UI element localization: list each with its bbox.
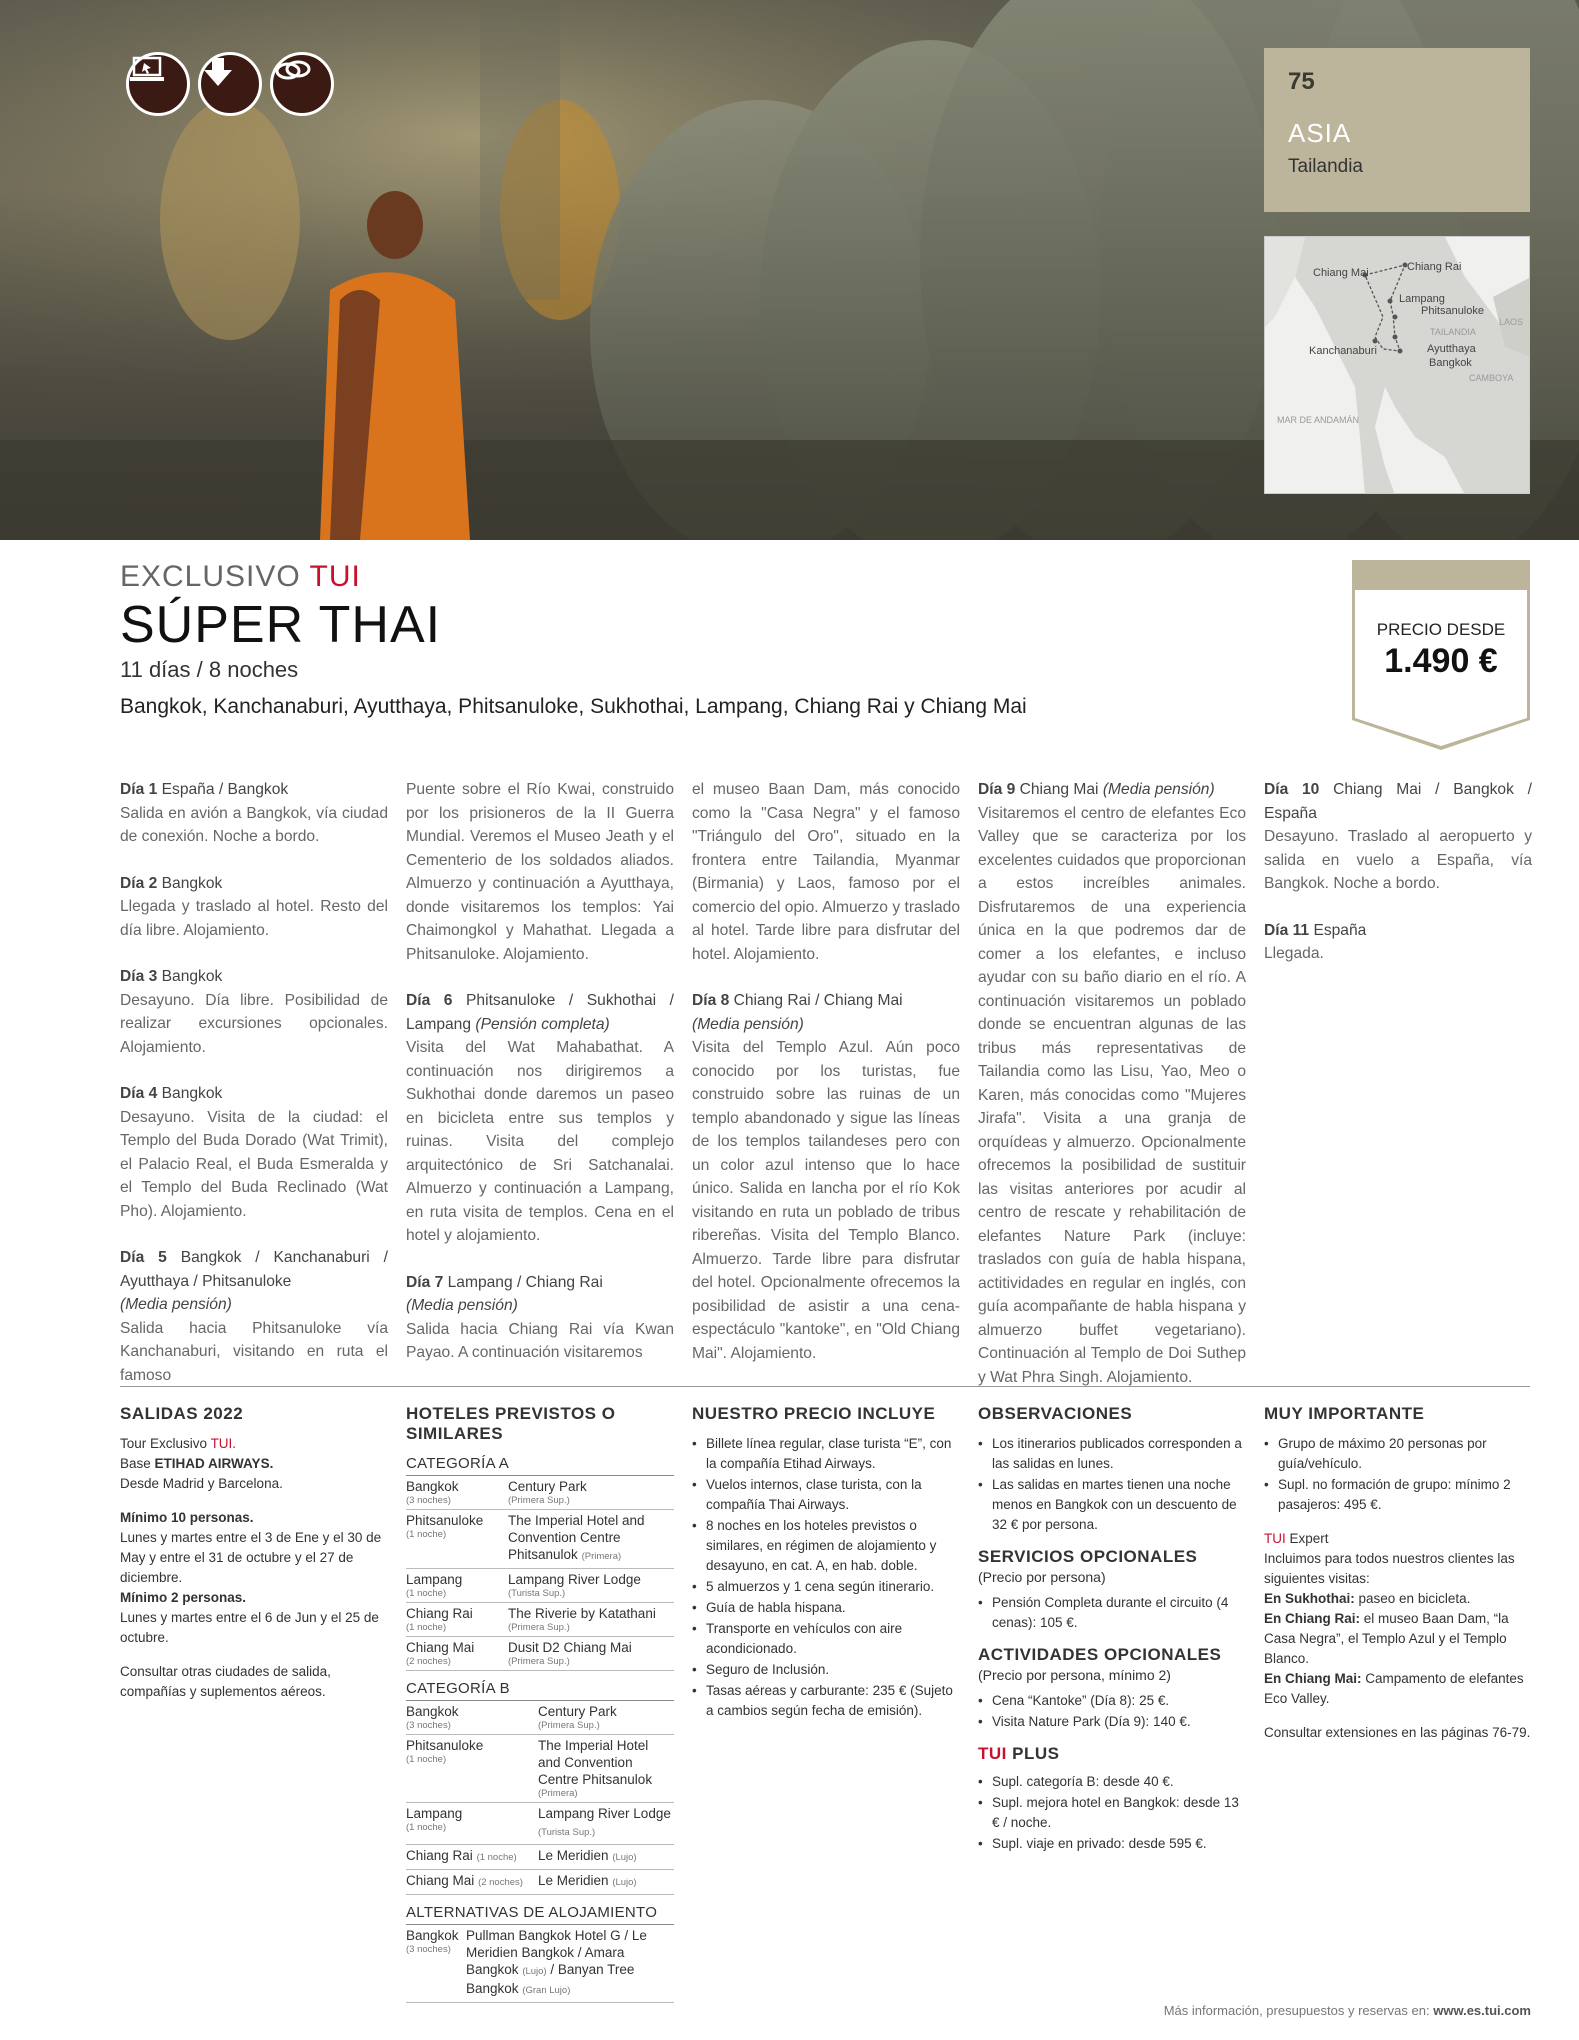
day-8 <box>692 989 960 1365</box>
day-1 <box>120 778 388 849</box>
continent-label: ASIA <box>1288 118 1352 148</box>
observaciones-title: OBSERVACIONES <box>978 1404 1133 1423</box>
day-number: Día 7 <box>406 1273 444 1291</box>
salidas-line3: Desde Madrid y Barcelona. <box>120 1476 283 1491</box>
salidas-min2: Mínimo 2 personas. <box>120 1590 247 1605</box>
expert-item-text: Campamento de elefantes Eco Valley. <box>1264 1671 1524 1706</box>
salidas-title: SALIDAS 2022 <box>120 1404 244 1423</box>
servicios-list <box>978 1593 1246 1633</box>
day-meal: (Media pensión) <box>406 1297 518 1314</box>
hotel-category: (Primera) <box>538 1788 578 1799</box>
tui-expert-title <box>1264 1529 1532 1549</box>
hotel-name: Dusit D2 Chiang Mai <box>508 1640 632 1655</box>
price-label-a: PRECIO <box>1376 620 1442 639</box>
list-item: • 8 noches en los hoteles previstos o similares, en régimen de alojamiento y desayuno, en cat. A, en hab. doble. <box>692 1516 960 1576</box>
salidas-other: Consultar otras ciudades de salida, compañías y suplementos aéreos. <box>120 1664 331 1699</box>
incluye-title: NUESTRO PRECIO INCLUYE <box>692 1404 936 1423</box>
hotel-nights: (1 noche) <box>406 1622 447 1633</box>
expert-item-text: el museo Baan Dam, “la Casa Negra”, el Templo Azul y el Templo Blanco. <box>1264 1611 1509 1666</box>
day-text: Salida en avión a Bangkok, vía ciudad de conexión. Noche a bordo. <box>120 804 388 845</box>
tui-plus-list <box>978 1772 1246 1854</box>
hoteles-title: HOTELES PREVISTOS O SIMILARES <box>406 1404 616 1443</box>
day-text: Desayuno. Visita de la ciudad: el Templo del Buda Dorado (Wat Trimit), el Palacio Real, el Buda Esmeralda y el Templo del Buda Reclinado (Wat Pho). Alojamiento. <box>120 1108 388 1220</box>
salidas-min2-text: Lunes y martes entre el 6 de Jun y el 25 de octubre. <box>120 1610 379 1645</box>
day-7 <box>406 1271 674 1365</box>
hotel-row <box>406 1925 674 2003</box>
hotel-category: (Lujo) <box>612 1877 637 1888</box>
itinerary-column-5 <box>1264 778 1532 989</box>
hotel-nights: (2 noches) <box>406 1656 451 1667</box>
day-location: Bangkok / Kanchanaburi / Ayutthaya / Phitsanuloke <box>120 1249 388 1290</box>
hotel-name: Lampang River Lodge <box>508 1572 641 1587</box>
day-text: Salida hacia Phitsanuloke vía Kanchanaburi, visitando en ruta el famoso <box>120 1319 388 1384</box>
tui-plus-title <box>978 1744 1246 1764</box>
category-a-title: CATEGORÍA A <box>406 1454 674 1476</box>
hotel-name: The Imperial Hotel and Convention Centre Phitsanulok <box>508 1513 645 1562</box>
hotel-city: Chiang Rai <box>406 1848 473 1863</box>
hotel-nights: (2 noches) <box>478 1877 523 1888</box>
day-meal: (Media pensión) <box>692 1015 804 1033</box>
observaciones-list <box>978 1434 1246 1535</box>
page-number: 75 <box>1288 68 1315 95</box>
day-meal: (Media pensión) <box>1102 781 1215 798</box>
day-location: Chiang Mai <box>1019 781 1099 798</box>
hotel-name: Le Meridien <box>538 1848 609 1863</box>
list-item: • Billete línea regular, clase turista “E”, con la compañía Etihad Airways. <box>692 1434 960 1474</box>
incluye-block <box>692 1404 960 1722</box>
salidas-airline: ETIHAD AIRWAYS. <box>154 1456 274 1471</box>
day-10 <box>1264 778 1532 896</box>
hoteles-block <box>406 1404 674 2003</box>
map-label-lampang: Lampang <box>1399 293 1445 305</box>
price-label <box>1352 620 1530 640</box>
day-number: Día 8 <box>692 992 730 1009</box>
tui-plus-word: PLUS <box>1012 1744 1060 1763</box>
hotel-nights: (1 noche) <box>406 1822 447 1833</box>
list-item: • Supl. no formación de grupo: mínimo 2 pasajeros: 495 €. <box>1264 1475 1532 1515</box>
hotel-name: The Imperial Hotel and Convention Centre Phitsanulok <box>538 1738 653 1787</box>
salidas-line1-a: Tour Exclusivo <box>120 1436 208 1451</box>
hotel-name: / Banyan Tree Bangkok <box>466 1962 635 1996</box>
day-text: Visita del Templo Azul. Aún poco conocido por los turistas, fue construido sobre las ruinas de un templo abandonado y sigue las líneas de los templos tailandeses pero con un color azul intenso que lo hace único. Salida en lancha por el río Kok visitando en ruta un poblado de tribus ribereñas. Visita del Templo Blanco. Almuerzo. Tarde libre para disfrutar del hotel. Opcionalmente ofrecemos la posibilidad de asistir a una cena-espectáculo "kantoke", en "Old Chiang Mai". Alojamiento. <box>692 1039 960 1362</box>
day-location: Bangkok <box>161 874 223 892</box>
hotel-city: Lampang <box>406 1806 463 1821</box>
hotel-row <box>406 1735 674 1803</box>
day-2 <box>120 872 388 943</box>
salidas-line1 <box>120 1434 388 1454</box>
actividades-subtitle: (Precio por persona, mínimo 2) <box>978 1667 1171 1683</box>
day-4 <box>120 1082 388 1223</box>
salidas-line2-a: Base <box>120 1456 151 1471</box>
map-label-ayutthaya: Ayutthaya <box>1427 343 1476 355</box>
kicker-brand: TUI <box>309 560 361 593</box>
hotel-nights: (1 noche) <box>406 1529 447 1540</box>
day-number: Día 3 <box>120 968 158 985</box>
day-number: Día 4 <box>120 1085 158 1102</box>
day-text: Puente sobre el Río Kwai, construido por los prisioneros de la II Guerra Mundial. Veremos el Museo Jeath y el Cementerio de los soldados aliados. Almuerzo y continuación a Ayutthaya, donde visitaremos los templos: Yai Chaimongkol y Mahathat. Llegada a Phitsanuloke. Alojamiento. <box>406 781 674 963</box>
map-label-phitsanuloke: Phitsanuloke <box>1421 305 1484 317</box>
hotel-city: Bangkok <box>406 1928 459 1943</box>
hotel-category: (Primera Sup.) <box>538 1720 600 1731</box>
list-item: • Transporte en vehículos con aire acondicionado. <box>692 1619 960 1659</box>
expert-item-place: En Sukhothai: <box>1264 1591 1355 1606</box>
hotel-category: (Primera Sup.) <box>508 1495 570 1506</box>
day-5-continued <box>406 778 674 966</box>
hotel-nights: (3 noches) <box>406 1944 451 1955</box>
hotel-category: (Lujo) <box>612 1852 637 1863</box>
hotel-city: Chiang Mai <box>406 1873 475 1888</box>
hotel-category: (Turista Sup.) <box>508 1588 566 1599</box>
day-3 <box>120 965 388 1059</box>
alternatives-title: ALTERNATIVAS DE ALOJAMIENTO <box>406 1903 674 1925</box>
tui-expert-word: Expert <box>1289 1531 1329 1546</box>
kicker <box>120 560 361 594</box>
day-number: Día 9 <box>978 781 1016 798</box>
salidas-line2 <box>120 1454 388 1474</box>
hotel-name: Le Meridien <box>538 1873 609 1888</box>
section-divider <box>120 1386 1530 1387</box>
hotel-row <box>406 1569 674 1603</box>
hotel-nights: (3 noches) <box>406 1495 451 1506</box>
footer <box>1164 2003 1531 2018</box>
hotel-category: (Turista Sup.) <box>538 1827 596 1838</box>
list-item: • Supl. mejora hotel en Bangkok: desde 13 € / noche. <box>978 1793 1246 1833</box>
hotel-nights: (1 noche) <box>406 1754 447 1765</box>
footer-link[interactable]: www.es.tui.com <box>1433 2003 1531 2018</box>
country-label: Tailandia <box>1288 156 1363 177</box>
day-7-continued <box>692 778 960 966</box>
map-label-kanchanaburi: Kanchanaburi <box>1309 345 1377 357</box>
list-item: • 5 almuerzos y 1 cena según itinerario. <box>692 1577 960 1597</box>
day-number: Día 1 <box>120 781 158 798</box>
map-label-camboya: CAMBOYA <box>1469 373 1514 383</box>
hotel-city: Bangkok <box>406 1704 459 1719</box>
hotel-category: (Gran Lujo) <box>522 1985 571 1996</box>
day-number: Día 2 <box>120 874 158 892</box>
map-label-chiang-rai: Chiang Rai <box>1407 261 1462 273</box>
day-text: Desayuno. Día libre. Posibilidad de realizar excursiones opcionales. Alojamiento. <box>120 991 388 1056</box>
day-text: Salida hacia Chiang Rai vía Kwan Payao. A continuación visitaremos <box>406 1320 674 1361</box>
hotel-row <box>406 1603 674 1637</box>
footer-text: Más información, presupuestos y reservas en: <box>1163 2003 1430 2018</box>
day-location: Bangkok <box>161 968 223 985</box>
page-title: SÚPER THAI <box>120 596 442 654</box>
extensions-note: Consultar extensiones en las páginas 76-79. <box>1264 1725 1531 1740</box>
price-label-b: DESDE <box>1446 620 1506 639</box>
itinerary-column-2 <box>406 778 674 1388</box>
day-meal: (Pensión completa) <box>475 1015 610 1033</box>
day-text: el museo Baan Dam, más conocido como la "Casa Negra" y el famoso "Triángulo del Oro", situado en la frontera entre Tailandia, Myanmar (Birmania) y Laos, famoso por el comercio del opio. Almuerzo y traslado al hotel. Tarde libre para disfrutar del hotel. Alojamiento. <box>692 781 960 963</box>
day-5 <box>120 1246 388 1387</box>
hotel-city: Bangkok <box>406 1479 459 1494</box>
hotel-city: Phitsanuloke <box>406 1738 484 1753</box>
hotel-city: Chiang Rai <box>406 1606 473 1621</box>
day-number: Día 10 <box>1264 781 1320 798</box>
map-label-bangkok: Bangkok <box>1429 357 1472 369</box>
salidas-line1-brand: TUI. <box>210 1436 237 1451</box>
expert-item-place: En Chiang Rai: <box>1264 1611 1361 1626</box>
region-box <box>1264 48 1530 212</box>
list-item: • Grupo de máximo 20 personas por guía/vehículo. <box>1264 1434 1532 1474</box>
day-number: Día 11 <box>1264 921 1310 939</box>
day-text: Desayuno. Traslado al aeropuerto y salida en vuelo a España, vía Bangkok. Noche a bordo. <box>1264 828 1532 892</box>
hotel-name: Pullman Bangkok Hotel G / Le Meridien Bangkok / Amara Bangkok <box>466 1928 647 1977</box>
download-icon <box>198 52 262 116</box>
category-b-title: CATEGORÍA B <box>406 1679 674 1701</box>
hotel-row <box>406 1637 674 1671</box>
day-location: Bangkok <box>161 1085 223 1102</box>
laptop-icon <box>126 52 190 116</box>
expert-item-chiang-mai <box>1264 1669 1532 1709</box>
importante-block <box>1264 1404 1532 1757</box>
hotel-row <box>406 1510 674 1569</box>
itinerary-column-1 <box>120 778 388 1410</box>
expert-item-place: En Chiang Mai: <box>1264 1671 1362 1686</box>
list-item: • Supl. categoría B: desde 40 €. <box>978 1772 1246 1792</box>
trip-duration: 11 días / 8 noches <box>120 657 299 682</box>
list-item: • Visita Nature Park (Día 9): 140 €. <box>978 1712 1246 1732</box>
tui-plus-brand: TUI <box>978 1744 1007 1763</box>
hotel-nights: (1 noche) <box>406 1588 447 1599</box>
observaciones-block <box>978 1404 1246 1855</box>
day-number: Día 5 <box>120 1249 167 1266</box>
map-illustration <box>1265 237 1530 494</box>
list-item: • Seguro de Inclusión. <box>692 1660 960 1680</box>
tui-expert-brand: TUI <box>1264 1531 1286 1546</box>
list-item: • Las salidas en martes tienen una noche menos en Bangkok con un descuento de 32 € por persona. <box>978 1475 1246 1535</box>
hotel-row <box>406 1870 674 1895</box>
hotel-name: Century Park <box>538 1704 617 1719</box>
day-text: Visitaremos el centro de elefantes Eco Valley que se caracteriza por los excelentes cuidados que proporcionan a estos increíbles animales. Disfrutaremos de una experiencia única en la que podremos dar de comer a los elefantes, e incluso ayudar con su baño diario en el río. A continuación visitaremos un poblado donde se encuentran algunas de las tribus más representativas de Tailandia como las Lisu, Yao, Meo o Karen, más conocidas como "Mujeres Jirafa". Visita a una granja de orquídeas y almuerzo. Opcionalmente ofrecemos la posibilidad de sustituir las visitas anteriores por acudir al centro de rescate y rehabilitación de elefantes Nature Park (incluye: traslados con guía de habla hispana, actitividades en regular en inglés, con guía acompañante de habla hispana y almuerzo buffet vegetariano). Continuación al Templo de Doi Suthep y Wat Phra Singh. Alojamiento. <box>978 804 1246 1386</box>
day-location: España <box>1313 921 1367 939</box>
day-6 <box>406 989 674 1248</box>
hotel-category: (Lujo) <box>522 1966 547 1977</box>
salidas-min10: Mínimo 10 personas. <box>120 1510 254 1525</box>
day-location: Chiang Rai / Chiang Mai <box>733 992 903 1009</box>
itinerary-column-3 <box>692 778 960 1388</box>
list-item: • Guía de habla hispana. <box>692 1598 960 1618</box>
expert-item-chiang-rai <box>1264 1609 1532 1669</box>
day-meal: (Media pensión) <box>120 1296 232 1313</box>
day-location: Lampang / Chiang Rai <box>447 1273 603 1291</box>
list-item: • Supl. viaje en privado: desde 595 €. <box>978 1834 1246 1854</box>
hotel-row <box>406 1701 674 1735</box>
hotel-city: Chiang Mai <box>406 1640 475 1655</box>
list-item: • Tasas aéreas y carburante: 235 € (Sujeto a cambios según fecha de emisión). <box>692 1681 960 1721</box>
map-label-tailandia: TAILANDIA <box>1430 327 1476 337</box>
map-label-chiang-mai: Chiang Mai <box>1313 267 1369 279</box>
actividades-title: ACTIVIDADES OPCIONALES <box>978 1645 1222 1664</box>
expert-item-text: paseo en bicicleta. <box>1358 1591 1471 1606</box>
hotel-row <box>406 1476 674 1510</box>
salidas-block <box>120 1404 388 1716</box>
hotel-row <box>406 1803 674 1845</box>
price-badge <box>1352 560 1530 750</box>
actividades-list <box>978 1691 1246 1732</box>
servicios-subtitle: (Precio por persona) <box>978 1569 1106 1585</box>
importante-title: MUY IMPORTANTE <box>1264 1404 1425 1423</box>
day-11 <box>1264 919 1532 966</box>
importante-list <box>1264 1434 1532 1515</box>
hotel-city: Phitsanuloke <box>406 1513 484 1528</box>
itinerary-column-4 <box>978 778 1246 1412</box>
price-value: 1.490 € <box>1384 642 1498 680</box>
day-location: Chiang Mai / Bangkok / España <box>1264 781 1532 822</box>
rings-icon <box>270 52 334 116</box>
hotel-nights: (1 noche) <box>476 1852 517 1863</box>
map-label-mar-andaman: MAR DE ANDAMÁN <box>1277 415 1360 425</box>
day-location: España / Bangkok <box>161 781 289 798</box>
day-text: Llegada. <box>1264 945 1324 962</box>
hotel-category: (Primera Sup.) <box>508 1622 570 1633</box>
route-map <box>1264 236 1530 494</box>
list-item: • Cena “Kantoke” (Día 8): 25 €. <box>978 1691 1246 1711</box>
list-item: • Pensión Completa durante el circuito (4 cenas): 105 €. <box>978 1593 1246 1633</box>
hotel-category: (Primera Sup.) <box>508 1656 570 1667</box>
day-9 <box>978 778 1246 1389</box>
trip-route: Bangkok, Kanchanaburi, Ayutthaya, Phitsanuloke, Sukhothai, Lampang, Chiang Rai y Chiang Mai <box>120 695 1027 718</box>
incluye-list <box>692 1434 960 1721</box>
servicios-title: SERVICIOS OPCIONALES <box>978 1547 1198 1566</box>
list-item: • Los itinerarios publicados corresponden a las salidas en lunes. <box>978 1434 1246 1474</box>
hotel-name: The Riverie by Katathani <box>508 1606 656 1621</box>
hotel-row <box>406 1845 674 1870</box>
hotel-name: Century Park <box>508 1479 587 1494</box>
tui-expert-text: Incluimos para todos nuestros clientes las siguientes visitas: <box>1264 1551 1515 1586</box>
hotel-name: Lampang River Lodge <box>538 1806 671 1821</box>
hotel-nights: (3 noches) <box>406 1720 451 1731</box>
kicker-text: EXCLUSIVO <box>120 560 301 593</box>
day-number: Día 6 <box>406 992 453 1009</box>
expert-item-sukhothai <box>1264 1589 1532 1609</box>
map-label-laos: LAOS <box>1499 317 1524 327</box>
day-text: Llegada y traslado al hotel. Resto del día libre. Alojamiento. <box>120 898 388 939</box>
list-item: • Vuelos internos, clase turista, con la compañía Thai Airways. <box>692 1475 960 1515</box>
hotel-category: (Primera) <box>581 1551 622 1562</box>
salidas-min10-text: Lunes y martes entre el 3 de Ene y el 30 de May y entre el 31 de octubre y el 27 de diciembre. <box>120 1530 382 1585</box>
day-text: Visita del Wat Mahabathat. A continuación nos dirigiremos a Sukhothai donde daremos un paseo en bicicleta entre sus templos y ruinas. Visita del complejo arquitectónico de Sri Satchanalai. Almuerzo y continuación a Lampang, en ruta visita de templos. Cena en el hotel y alojamiento. <box>406 1039 674 1244</box>
day-location: Phitsanuloke / Sukhothai / Lampang <box>406 992 674 1033</box>
hotel-city: Lampang <box>406 1572 463 1587</box>
